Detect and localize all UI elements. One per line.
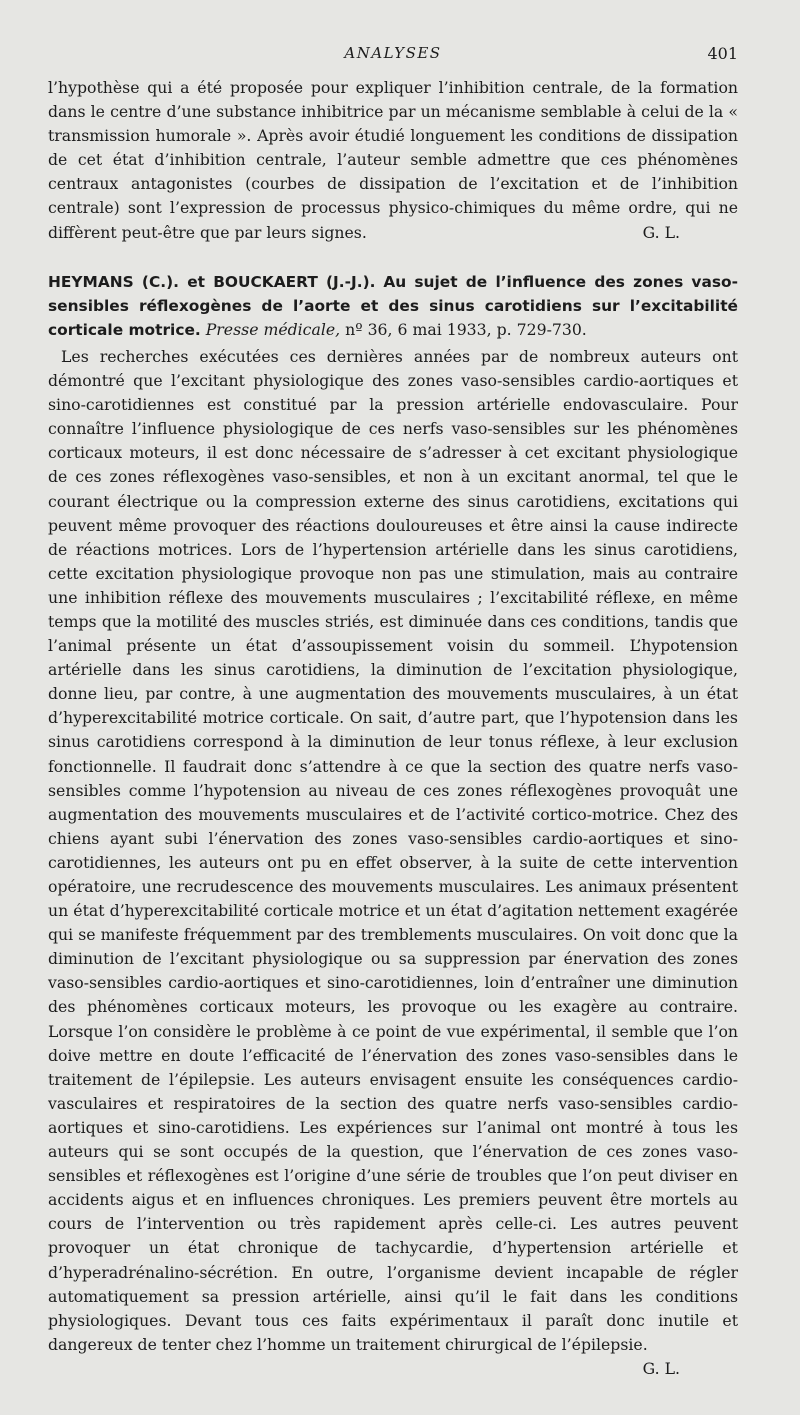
entry-journal: Presse médicale, bbox=[205, 319, 341, 339]
signature: G. L. bbox=[642, 1358, 680, 1378]
entry-title: Au sujet de l’influence des zones vaso-sensibles réflexogènes de l’aorte et des sinus carotidiens sur l’excitabilité corticale motrice. bbox=[48, 272, 738, 339]
entry-authors: HEYMANS (C.). et BOUCKAERT (J.-J.). bbox=[48, 272, 376, 291]
entry-heading bbox=[48, 270, 738, 342]
entry-citation: nº 36, 6 mai 1933, p. 729-730. bbox=[345, 319, 587, 339]
page-number: 401 bbox=[707, 44, 738, 63]
running-title: ANALYSES bbox=[344, 44, 442, 62]
entry-body bbox=[48, 345, 738, 1378]
continued-paragraph bbox=[48, 76, 738, 245]
entry-body-text: Les recherches exécutées ces dernières années par de nombreux auteurs ont démontré que l’excitant physiologique des zones vaso-sensibles cardio-aortiques et sino-carotidiennes est constitué par la pression artérielle endovasculaire. Pour connaître l’influence physiologique de ces nerfs vaso-sensibles sur les phénomènes corticaux moteurs, il est donc nécessaire de s’adresser à cet excitant physiologique de ces zones réflexogènes vaso-sensibles, et non à un excitant anormal, tel que le courant électrique ou la compression externe des sinus carotidiens, excitations qui peuvent même provoquer des réactions douloureuses et être ainsi la cause indirecte de réactions motrices. Lors de l’hypertension artérielle dans les sinus carotidiens, cette excitation physiologique provoque non pas une stimulation, mais au contraire une inhibition réflexe des mouvements musculaires ; l’excitabilité réflexe, en même temps que la motilité des muscles striés, est diminuée dans ces conditions, tandis que l’animal présente un état d’assoupissement voisin du sommeil. L’hypotension artérielle dans les sinus carotidiens, la diminution de l’excitation physiologique, donne lieu, par contre, à une augmentation des mouvements musculaires, à un état d’hyperexcitabilité motrice corticale. On sait, d’autre part, que l’hypotension dans les sinus carotidiens correspond à la diminution de leur tonus réflexe, à leur exclusion fonctionnelle. Il faudrait donc s’attendre à ce que la section des quatre nerfs vaso-sensibles comme l’hypotension au niveau de ces zones réflexogènes provoquât une augmentation des mouvements musculaires et de l’activité cortico-motrice. Chez des chiens ayant subi l’énervation des zones vaso-sensibles cardio-aortiques et sino-carotidiennes, les auteurs ont pu en effet observer, à la suite de cette intervention opératoire, une recrudescence des mouvements musculaires. Les animaux présentent un état d’hyperexcitabilité corticale motrice et un état d’agitation nettement exagérée qui se manifeste fréquemment par des tremblements musculaires. On voit donc que la diminution de l’excitant physiologique ou sa suppression par énervation des zones vaso-sensibles cardio-aortiques et sino-carotidiennes, loin d’entraîner une diminution des phénomènes corticaux moteurs, les provoque ou les exagère au contraire. Lorsque l’on considère le problème à ce point de vue expérimental, il semble que l’on doive mettre en doute l’efficacité de l’énervation des zones vaso-sensibles dans le traitement de l’épilepsie. Les auteurs envisagent ensuite les conséquences cardio-vasculaires et respiratoires de la section des quatre nerfs vaso-sensibles cardio-aortiques et sino-carotidiens. Les expériences sur l’animal ont montré à tous les auteurs qui se sont occupés de la question, que l’énervation de ces zones vaso-sensibles et réflexogènes est l’origine d’une série de troubles que l’on peut diviser en accidents aigus et en influences chroniques. Les premiers peuvent être mortels au cours de l’intervention ou très rapidement après celle-ci. Les autres peuvent provoquer un état chronique de tachycardie, d’hypertension artérielle et d’hyperadrénalino-sécrétion. En outre, l’organisme devient incapable de régler automatiquement sa pression artérielle, ainsi qu’il le fait dans les conditions physiologiques. Devant tous ces faits expérimentaux il paraît donc inutile et dangereux de tenter chez l’homme un traitement chirurgical de l’épilepsie. bbox=[48, 346, 738, 1354]
continued-paragraph-text: l’hypothèse qui a été proposée pour expliquer l’inhibition centrale, de la formation dans le centre d’une substance inhibitrice par un mécanisme semblable à celui de la « transmission humorale ». Après avoir étudié longuement les conditions de dissipation de cet état d’inhibition centrale, l’auteur semble admettre que ces phénomènes centraux antagonistes (courbes de dissipation de l’excitation et de l’inhibition centrale) sont l’expression de processus physico-chimiques du même ordre, qui ne diffèrent peut-être que par leurs signes. bbox=[48, 78, 738, 242]
running-head bbox=[48, 42, 738, 70]
signature: G. L. bbox=[642, 222, 680, 242]
